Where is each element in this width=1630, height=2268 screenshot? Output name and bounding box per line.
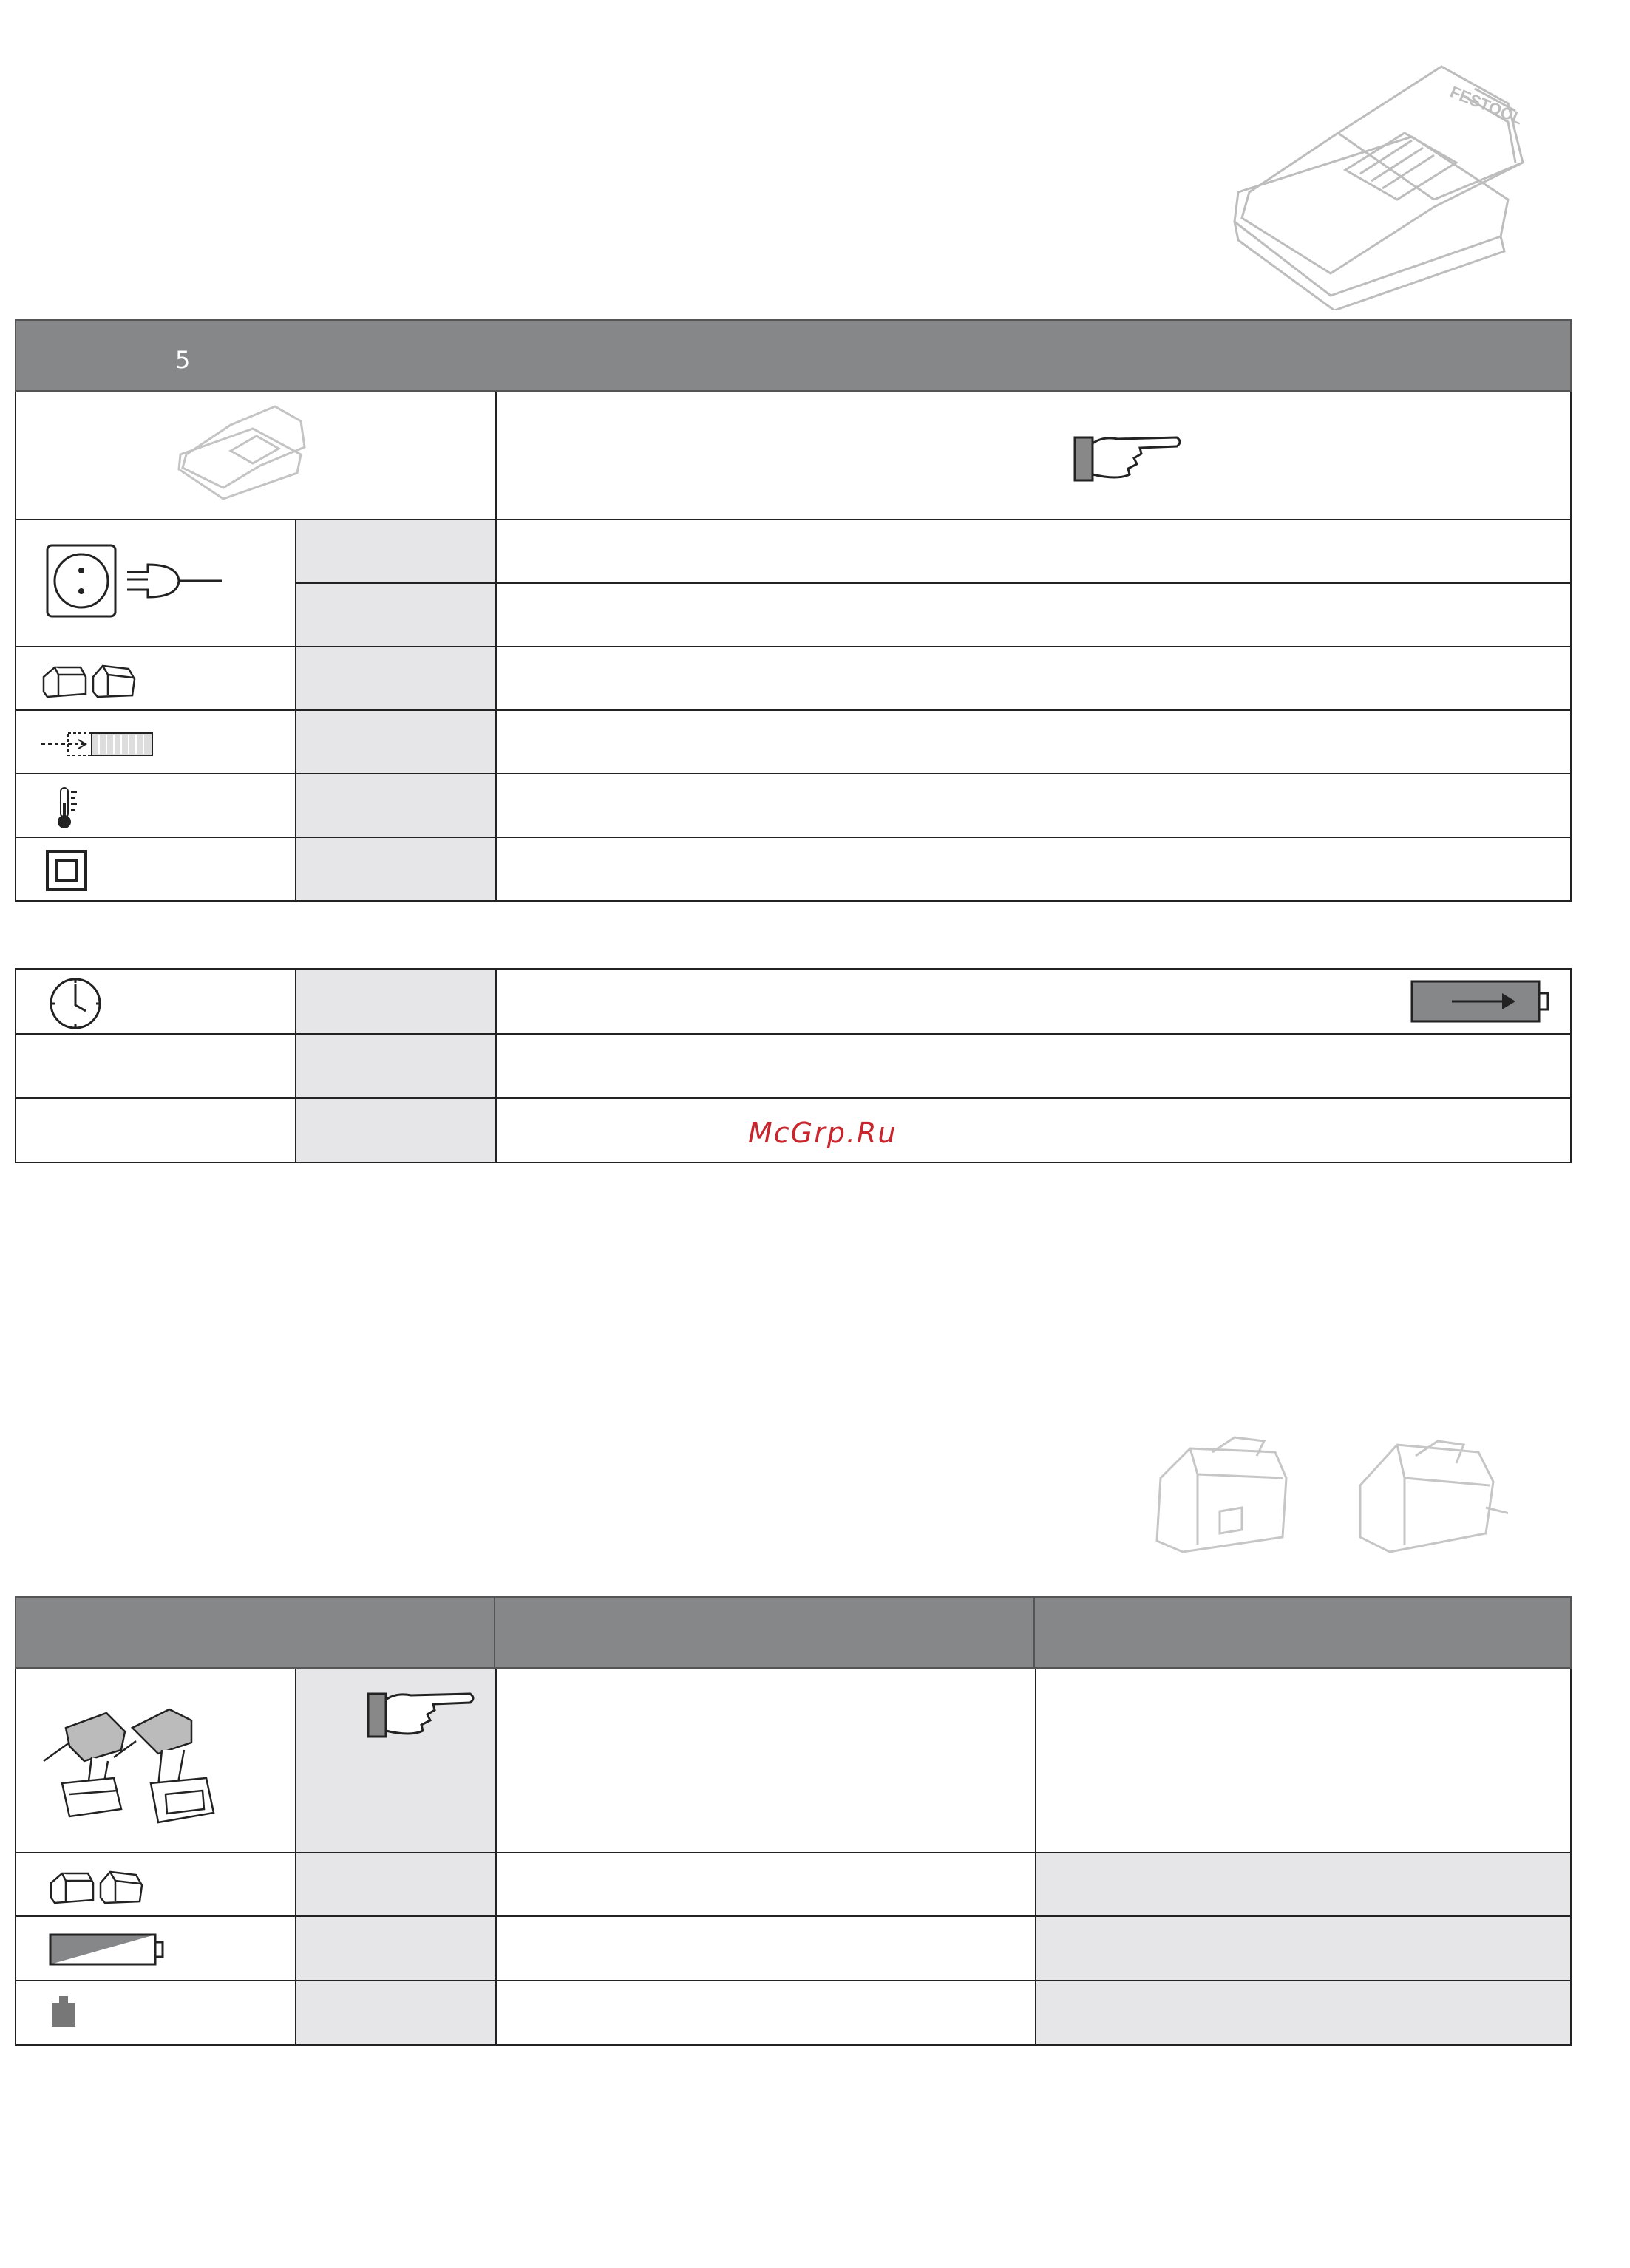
tools-image-cell: [16, 1669, 295, 1852]
charger-thumb-cell: [16, 392, 495, 519]
battery-table-header: [15, 1596, 1572, 1669]
batteries-icon: [47, 1865, 151, 1909]
protection-class-ii-icon: [44, 848, 89, 893]
battery-capacity-icon-cell: [16, 1917, 295, 1980]
battery-header-divider-2: [1033, 1598, 1035, 1667]
voltage-subrow-divider: [295, 582, 1570, 584]
pointing-hand-icon: [367, 1685, 478, 1744]
protection-value-cell: [295, 838, 495, 900]
charging-time-value-cell-1: [295, 970, 495, 1033]
battery-header-divider-1: [494, 1598, 495, 1667]
battery-table: [15, 1596, 1572, 2046]
charging-time-label-cell-2: [16, 1035, 295, 1097]
charging-time-value-cell-3: [295, 1099, 495, 1162]
charger-note-cell: [495, 392, 1570, 519]
battery-value-cell: [295, 647, 495, 709]
clock-icon: [47, 975, 103, 1032]
charging-time-row-1: [15, 970, 1572, 1035]
battery-type-value-cell: [295, 1853, 495, 1915]
weight-icon: [49, 1995, 78, 2030]
battery-col2-image-cell: [1035, 1669, 1570, 1852]
battery-weight-icon-cell: [16, 1981, 295, 2044]
battery-col1-image-cell: [495, 1669, 1035, 1852]
charging-time-row-3: [15, 1099, 1572, 1163]
charger-voltage-row: [15, 520, 1572, 647]
header-fragment: 5: [175, 346, 191, 374]
charger-table: [15, 319, 1572, 902]
charging-time-value-cell-2: [295, 1035, 495, 1097]
battery-text-cell: [495, 647, 1570, 709]
pointing-hand-icon: [1073, 429, 1184, 488]
battery-type-col1-cell: [495, 1853, 1035, 1915]
protection-text-cell: [495, 838, 1570, 900]
charging-time-table: [15, 968, 1572, 1163]
battery-weight-row: [15, 1981, 1572, 2046]
protection-icon-cell: [16, 838, 295, 900]
watermark: McGrp.Ru: [748, 1117, 897, 1149]
battery-weight-col1-cell: [495, 1981, 1035, 2044]
battery-type-col2-cell: [1035, 1853, 1570, 1915]
battery-capacity-value-cell: [295, 1917, 495, 1980]
power-socket-and-plug-icon: [44, 542, 225, 624]
voltage-icon-cell: [16, 520, 295, 646]
battery-type-icon-cell: [16, 1853, 295, 1915]
battery-note-cell: [295, 1669, 495, 1852]
svg-text:FESTOOL: FESTOOL: [1447, 82, 1526, 129]
temperature-value-cell: [295, 774, 495, 837]
battery-image-row: [15, 1669, 1572, 1853]
charger-illustration: [1212, 52, 1545, 310]
charging-time-text-cell-2: [495, 1035, 1570, 1097]
cordless-drills-icon: [40, 1691, 225, 1831]
charger-table-header: [15, 319, 1572, 392]
charger-battery-row: [15, 647, 1572, 711]
battery-weight-value-cell: [295, 1981, 495, 2044]
clock-icon-cell: [16, 970, 295, 1033]
battery-weight-col2-cell: [1035, 1981, 1570, 2044]
battery-capacity-col1-cell: [495, 1917, 1035, 1980]
charging-time-row-2: [15, 1035, 1572, 1099]
charger-temperature-row: [15, 774, 1572, 838]
temperature-text-cell: [495, 774, 1570, 837]
battery-type-row: [15, 1853, 1572, 1917]
battery-packs-illustration: [1146, 1434, 1508, 1567]
battery-capacity-row: [15, 1917, 1572, 1981]
current-icon-cell: [16, 711, 295, 773]
battery-icon-cell: [16, 647, 295, 709]
current-text-cell: [495, 711, 1570, 773]
charger-current-row: [15, 711, 1572, 774]
batteries-icon: [40, 658, 143, 703]
charger-protection-row: [15, 838, 1572, 902]
charger-thumbnail-icon: [164, 403, 312, 506]
charging-time-text-cell-1: [495, 970, 1570, 1033]
temperature-icon-cell: [16, 774, 295, 837]
charging-time-label-cell-3: [16, 1099, 295, 1162]
charging-time-text-cell-3: [495, 1099, 1570, 1162]
battery-capacity-icon: [47, 1932, 166, 1969]
current-value-cell: [295, 711, 495, 773]
battery-charging-arrow-icon: [1410, 978, 1551, 1024]
charging-current-icon: [40, 732, 158, 757]
battery-capacity-col2-cell: [1035, 1917, 1570, 1980]
charger-image-row: [15, 392, 1572, 520]
thermometer-icon: [53, 785, 83, 831]
